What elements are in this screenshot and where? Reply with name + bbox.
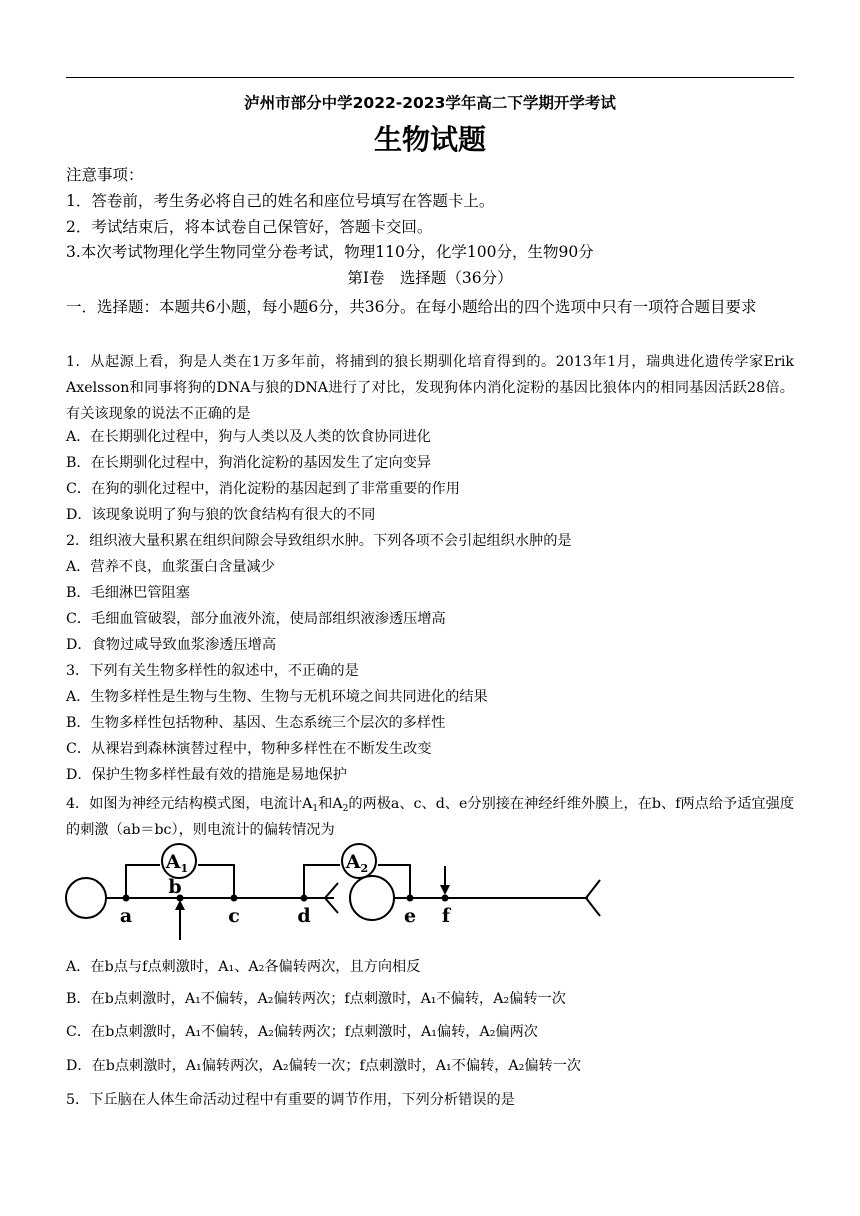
label-b: b bbox=[168, 876, 182, 898]
note-item: 1．答卷前，考生务必将自己的姓名和座位号填写在答题卡上。 bbox=[66, 192, 495, 210]
label-a2: $A_2$ bbox=[345, 851, 369, 875]
question-2-option-c: C．毛细血管破裂，部分血液外流，使局部组织液渗透压增高 bbox=[66, 611, 446, 627]
question-3-option-b: B．生物多样性包括物种、基因、生态系统三个层次的多样性 bbox=[66, 715, 446, 731]
left-cell-body bbox=[66, 878, 106, 918]
point-a bbox=[123, 895, 130, 902]
note-item: 2．考试结束后，将本试卷自己保管好，答题卡交回。 bbox=[66, 218, 433, 236]
question-1-stem: 1．从起源上看，狗是人类在1万多年前，将捕到的狼长期驯化培育得到的。2013年1月，瑞典进化遗传学家Erik Axelsson和同事将狗的DNA与狼的DNA进行了对比，发现狗体内消化淀粉的基因比狼体内的相同基因活跃28倍。有关该现象的说法不正确的是 bbox=[66, 354, 794, 422]
school-title: 泸州市部分中学2022-2023学年高二下学期开学考试 bbox=[244, 94, 616, 112]
right-cell-body bbox=[350, 876, 394, 920]
volume-title: 第Ⅰ卷 选择题（36分） bbox=[347, 269, 513, 287]
section-instruction: 一．选择题：本题共6小题，每小题6分，共36分。在每小题给出的四个选项中只有一项符合题目要求 bbox=[66, 298, 757, 316]
question-2-stem: 2．组织液大量积累在组织间隙会导致组织水肿。下列各项不会引起组织水肿的是 bbox=[66, 533, 572, 549]
question-4-stem-part: 的两极a、c、d、e分别接在神经纤维外膜上，在b、f两点给予适宜强度的刺激（ab＝bc），则电流计的偏转情况为 bbox=[66, 796, 795, 838]
question-3-option-a: A．生物多样性是生物与生物、生物与无机环境之间共同进化的结果 bbox=[66, 689, 488, 705]
point-f bbox=[442, 895, 449, 902]
label-a: a bbox=[119, 905, 133, 927]
question-5-stem: 5．下丘脑在人体生命活动过程中有重要的调节作用，下列分析错误的是 bbox=[66, 1092, 515, 1108]
question-4-stem-part: 和A bbox=[318, 796, 343, 812]
notes-heading: 注意事项： bbox=[66, 166, 144, 184]
question-2-option-a: A．营养不良，血浆蛋白含量减少 bbox=[66, 559, 275, 575]
header-rule bbox=[66, 77, 794, 78]
label-c: c bbox=[228, 905, 240, 927]
neuron-diagram bbox=[60, 838, 620, 948]
question-4-option-c: C．在b点刺激时，A₁不偏转，A₂偏转两次；f点刺激时，A₁偏转，A₂偏两次 bbox=[66, 1024, 538, 1040]
question-4-option-b: B．在b点刺激时，A₁不偏转，A₂偏转两次；f点刺激时，A₁不偏转，A₂偏转一次 bbox=[66, 991, 566, 1007]
question-1-option-d: D．该现象说明了狗与狼的饮食结构有很大的不同 bbox=[66, 507, 376, 523]
arrowhead-f bbox=[440, 885, 450, 895]
question-4-stem-part: 4．如图为神经元结构模式图，电流计A bbox=[66, 796, 313, 812]
question-4-stem-subscript: 1 bbox=[312, 804, 319, 814]
question-4-option-d: D．在b点刺激时，A₁偏转两次，A₂偏转一次；f点刺激时，A₁不偏转，A₂偏转一次 bbox=[66, 1058, 582, 1074]
question-4-stem-subscript: 2 bbox=[342, 804, 349, 814]
question-3-option-d: D．保护生物多样性最有效的措施是易地保护 bbox=[66, 767, 347, 783]
question-1-option-c: C．在狗的驯化过程中，消化淀粉的基因起到了非常重要的作用 bbox=[66, 481, 460, 497]
label-d: d bbox=[297, 905, 311, 927]
question-4-option-a: A．在b点与f点刺激时，A₁、A₂各偏转两次，且方向相反 bbox=[66, 959, 421, 975]
question-3-option-c: C．从裸岩到森林演替过程中，物种多样性在不断发生改变 bbox=[66, 741, 432, 757]
question-1-option-b: B．在长期驯化过程中，狗消化淀粉的基因发生了定向变异 bbox=[66, 455, 432, 471]
question-1-option-a: A．在长期驯化过程中，狗与人类以及人类的饮食协同进化 bbox=[66, 429, 431, 445]
question-2-option-d: D．食物过咸导致血浆渗透压增高 bbox=[66, 637, 277, 653]
a1-wire-right bbox=[198, 865, 234, 898]
question-3-stem: 3．下列有关生物多样性的叙述中，不正确的是 bbox=[66, 663, 359, 679]
axon-terminal bbox=[586, 880, 600, 916]
point-e bbox=[407, 895, 414, 902]
a1-wire-left bbox=[126, 865, 160, 898]
note-item: 3.本次考试物理化学生物同堂分卷考试，物理110分，化学100分，生物90分 bbox=[66, 243, 594, 261]
question-2-option-b: B．毛细淋巴管阻塞 bbox=[66, 585, 190, 601]
point-d bbox=[301, 895, 308, 902]
subject-title: 生物试题 bbox=[373, 123, 486, 156]
point-c bbox=[231, 895, 238, 902]
a2-wire-left bbox=[304, 865, 340, 898]
label-e: e bbox=[403, 905, 417, 927]
label-f: f bbox=[441, 905, 451, 927]
question-4-stem bbox=[66, 791, 794, 843]
label-a1: $A_1$ bbox=[165, 851, 189, 875]
